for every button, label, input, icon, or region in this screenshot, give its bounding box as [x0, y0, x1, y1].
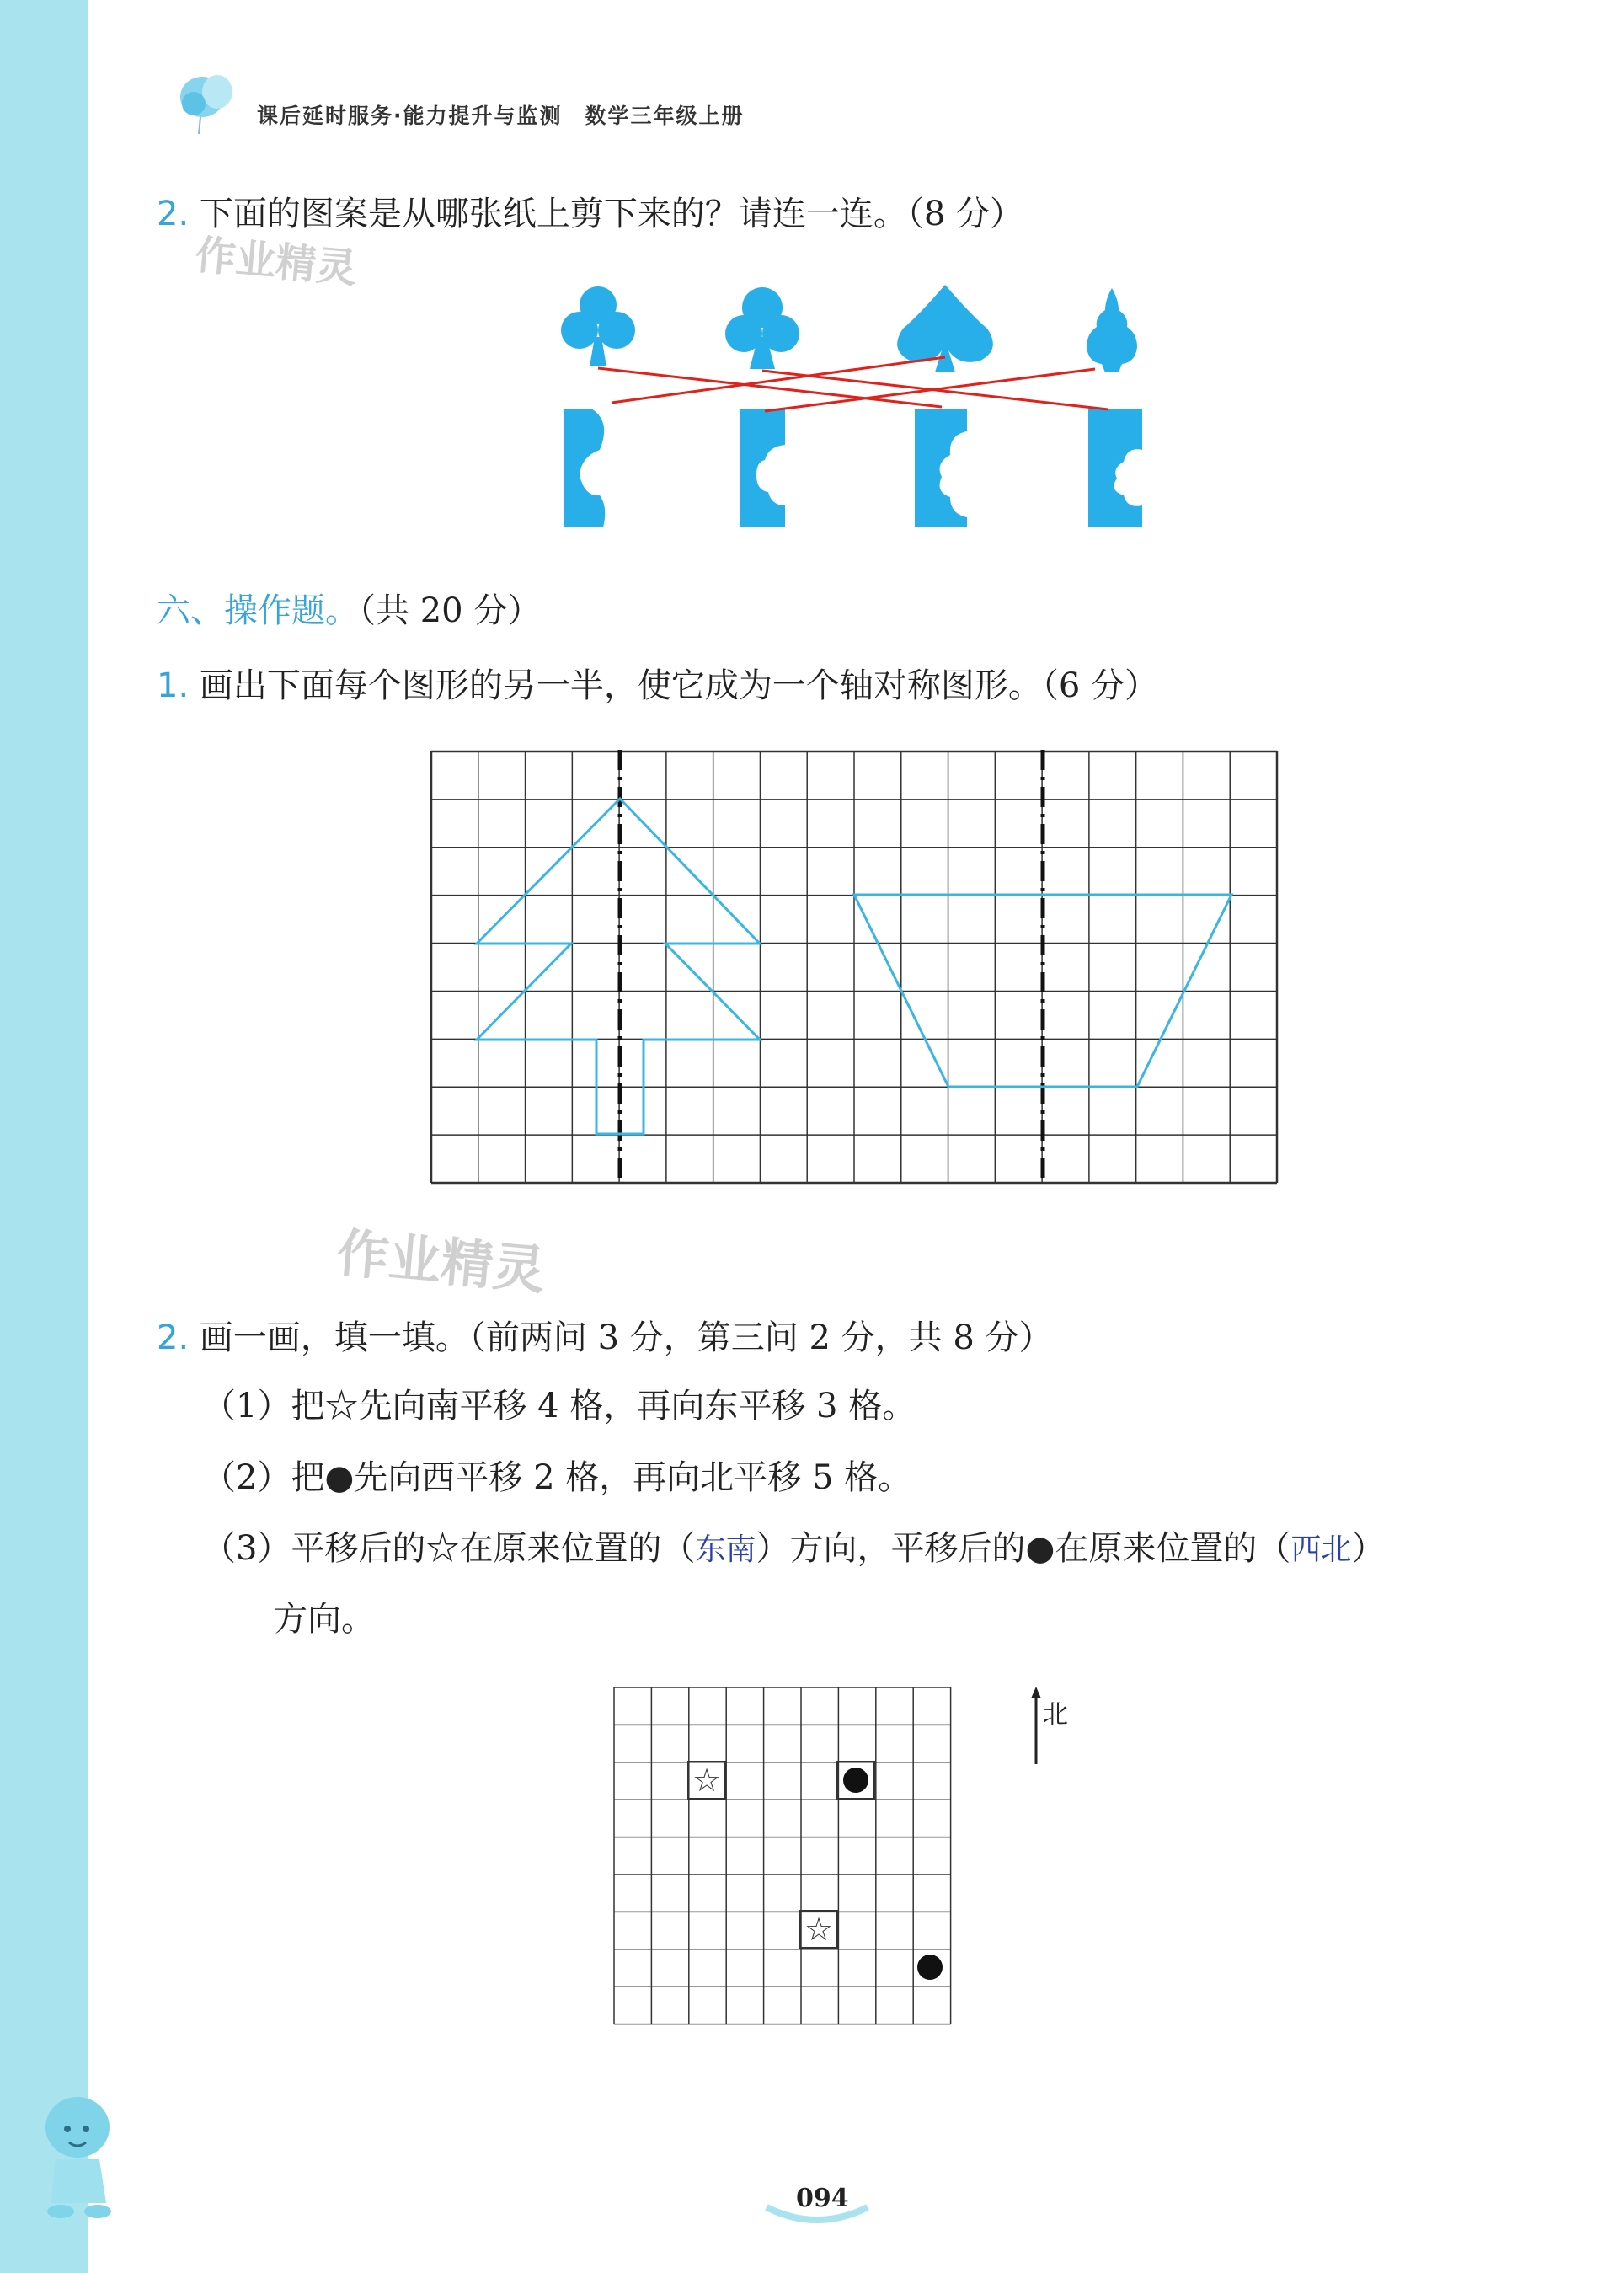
match-line-3: [612, 357, 945, 403]
pattern-club-icon: [725, 287, 799, 369]
sidebar-wave-edge: [0, 0, 110, 2273]
answer-dot-direction: 西北: [1290, 1532, 1352, 1567]
cut-matching-figure: [539, 270, 1162, 548]
north-label: 北: [1043, 1700, 1068, 1730]
subquestion-1: （1）把☆先向南平移 4 格，再向东平移 3 格。: [202, 1387, 916, 1425]
question-number: 2.: [157, 1318, 190, 1357]
answer-star-direction: 东南: [695, 1532, 756, 1567]
dot-moved-icon: [843, 1768, 868, 1793]
subquestion-3-part-a: （3）平移后的☆在原来位置的（: [202, 1529, 696, 1568]
page-number: 094: [796, 2184, 849, 2213]
subquestion-3: [202, 1522, 1385, 1570]
subquestion-2: （2）把●先向西平移 2 格，再向北平移 5 格。: [202, 1458, 912, 1497]
paper-c: [915, 409, 967, 527]
paper-d: [1088, 409, 1142, 527]
star-original-icon: ☆: [692, 1762, 722, 1799]
question-text: 下面的图案是从哪张纸上剪下来的？请连一连。（8 分）: [199, 195, 1024, 233]
subquestion-3-continued: 方向。: [274, 1600, 375, 1639]
question-2-move: [157, 1311, 1053, 1359]
north-arrow-icon: [1028, 1683, 1044, 1768]
header-title: 课后延时服务·能力提升与监测 数学三年级上册: [257, 104, 745, 128]
dot-original-icon: [917, 1955, 943, 1980]
paper-b: [740, 409, 785, 527]
section-6-title: [157, 584, 541, 632]
question-1-symmetry: [157, 659, 1158, 707]
watermark-text-2: 作业精灵: [334, 1222, 548, 1302]
question-number: 2.: [157, 195, 190, 233]
pattern-spade-icon: [897, 285, 993, 372]
question-text: 画出下面每个图形的另一半，使它成为一个轴对称图形。（6 分）: [199, 666, 1159, 705]
pattern-clover-icon: [561, 286, 635, 366]
question-2-cut: [157, 187, 1023, 235]
star-moved-icon: ☆: [804, 1911, 834, 1948]
section-title-label: 六、操作题。: [157, 591, 359, 630]
subquestion-3-part-b: ）方向，平移后的●在原来位置的（: [756, 1529, 1291, 1568]
match-line-1: [598, 368, 942, 407]
pattern-gourd-icon: [1087, 288, 1137, 372]
cartoon-child-icon: [30, 2085, 131, 2228]
section-score: （共 20 分）: [359, 591, 542, 630]
watermark-text: 作业精灵: [193, 231, 359, 293]
symmetry-grid: [430, 750, 1280, 1188]
translation-grid: [613, 1687, 959, 2032]
question-number: 1.: [157, 666, 190, 705]
balloon-logo-icon: [168, 63, 244, 139]
paper-a: [564, 409, 605, 527]
question-text: 画一画，填一填。（前两问 3 分，第三问 2 分，共 8 分）: [199, 1318, 1053, 1357]
subquestion-3-part-c: ）: [1351, 1529, 1386, 1568]
